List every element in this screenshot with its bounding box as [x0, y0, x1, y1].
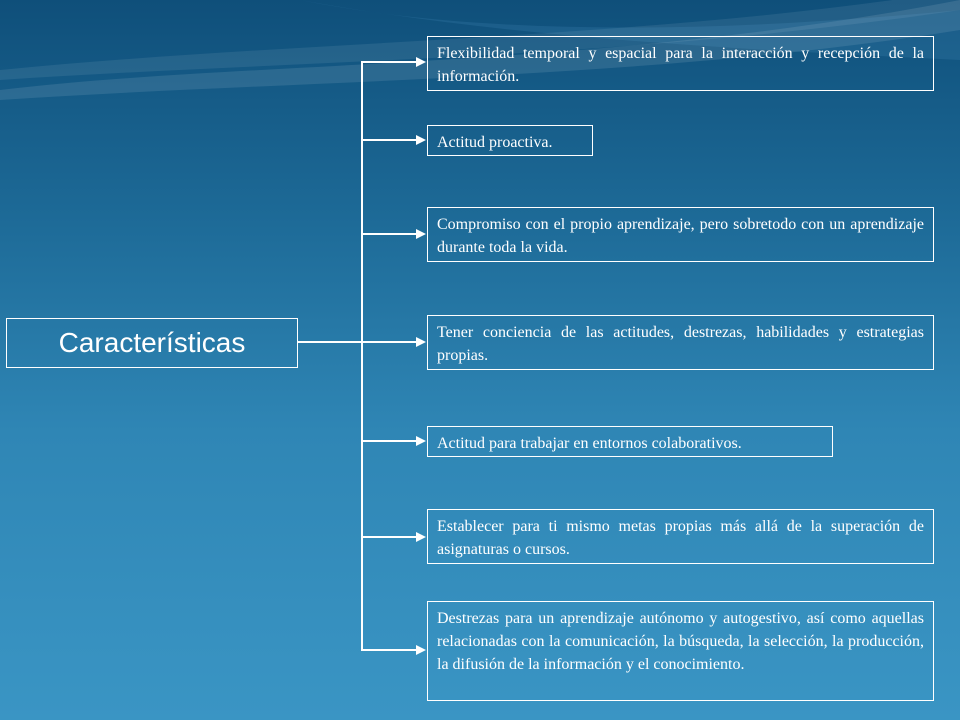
- arrowhead-6: [416, 532, 426, 542]
- item-node-label: Tener conciencia de las actitudes, destrezas, habilidades y estrategias propias.: [437, 324, 924, 364]
- item-node-1: [427, 36, 934, 91]
- arrowhead-1: [416, 57, 426, 67]
- item-node-3: [427, 207, 934, 262]
- item-node-label: Actitud proactiva.: [437, 134, 553, 151]
- item-node-label: Destrezas para un aprendizaje autónomo y autogestivo, así como aquellas relacionadas con la comunicación, la búsqueda, la selección, la producción, la difusión de la información y el conocimiento.: [437, 610, 924, 673]
- root-node-label: Características: [58, 327, 246, 358]
- arrowhead-5: [416, 436, 426, 446]
- item-node-label: Establecer para ti mismo metas propias más allá de la superación de asignaturas o cursos.: [437, 518, 924, 558]
- arrowhead-2: [416, 135, 426, 145]
- item-node-label: Compromiso con el propio aprendizaje, pero sobretodo con un aprendizaje durante toda la vida.: [437, 216, 924, 256]
- item-node-4: [427, 315, 934, 370]
- arrowhead-7: [416, 645, 426, 655]
- arrowhead-3: [416, 229, 426, 239]
- root-node-caracteristicas: [6, 318, 298, 368]
- item-node-2: [427, 125, 593, 156]
- item-node-5: [427, 426, 833, 457]
- item-node-7: [427, 601, 934, 701]
- item-node-label: Flexibilidad temporal y espacial para la interacción y recepción de la información.: [437, 45, 924, 85]
- item-node-label: Actitud para trabajar en entornos colaborativos.: [437, 435, 742, 452]
- item-node-6: [427, 509, 934, 564]
- arrowhead-4: [416, 337, 426, 347]
